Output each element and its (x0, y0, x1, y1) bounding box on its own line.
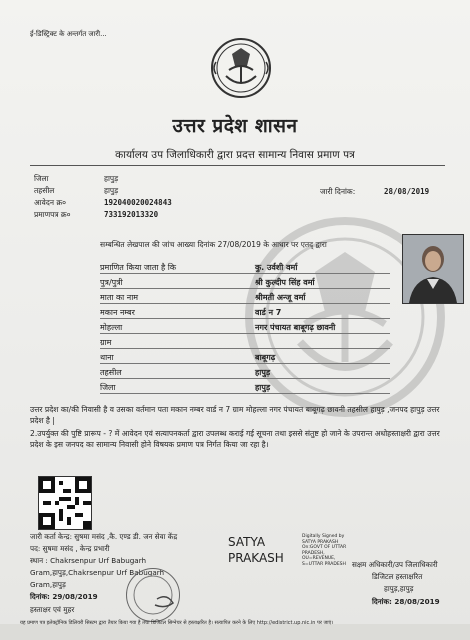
tehsil-value: हापुड़ (104, 186, 119, 195)
applicant-photo (402, 234, 464, 304)
certificate-number: 733192013320 (104, 210, 159, 219)
detail-value: कु. उर्वशी वर्मा (255, 263, 298, 272)
issue-date-label: जारी दिनांक: (320, 187, 356, 196)
issue-date-value: 28/08/2019 (384, 187, 430, 196)
title-divider (30, 165, 445, 166)
detail-row (100, 367, 390, 379)
detail-label: मोहल्ला (100, 323, 123, 332)
detail-row (100, 337, 390, 349)
issue-center-date: दिनांक: 29/08/2019 (30, 592, 98, 601)
up-state-emblem-icon (202, 36, 280, 102)
detail-divider (100, 393, 390, 394)
issuer-line: जारी कर्ता केन्द्र: सुषमा मसंद ,कै. एण्ड डी. जन सेवा केंद्र (30, 532, 178, 541)
detail-row (100, 322, 390, 334)
officer-place: हापुड़,हापुड़ (384, 584, 414, 593)
digital-sign-note: Digitally Signed by SATYA PRAKASH On:GOVT OF UTTAR PRADESH, OU=REVENUE, S=UTTAR PRADESH (302, 534, 347, 567)
detail-divider (100, 273, 390, 274)
detail-label: जिला (100, 383, 116, 392)
detail-divider (100, 288, 390, 289)
verification-paragraph: 2.उपर्युक्त की पुष्टि प्रारूप - ? में आवेदन एवं सत्यापनकर्ता द्वारा उपलब्ध कराई गई सूचना तथा इससे संतुष्ट हो जाने के उपरान्त अधोहस्ताक्षरी द्वारा उत्तर प्रदेश के इस जनपद का सामान्य निवासी होने विषयक प्रमाण पत्र निर्गत किया जा रहा है। (30, 429, 440, 449)
detail-divider (100, 378, 390, 379)
officer-sign-label: डिजिटल हस्ताक्षरित (372, 572, 423, 581)
intro-line: सम्बन्धित लेखपाल की जांच आख्या दिनांक 27/08/2019 के आधार पर एतद् द्वारा (100, 240, 327, 249)
residence-paragraph: उत्तर प्रदेश का/की निवासी है व उसका वर्तमान पता मकान नम्बर वार्ड न 7 ग्राम मोहल्ला नगर पंचायत बाबूगढ़ छावनी तहसील हापुड़ ,जनपद हापुड़ उत्तर प्रदेश है | (30, 405, 440, 425)
detail-label: माता का नाम (100, 293, 139, 302)
certificate-label: प्रमाणपत्र क्र० (34, 210, 71, 219)
detail-label: थाना (100, 353, 114, 362)
tehsil-label: तहसील (34, 186, 55, 195)
detail-value: श्रीमती अन्जू वर्मा (255, 293, 306, 302)
detail-row (100, 382, 390, 394)
officer-title: सक्षम अधिकारी/उप जिलाधिकारी (352, 560, 438, 569)
officer-date: दिनांक: 28/08/2019 (372, 597, 440, 606)
page-subtitle: कार्यालय उप जिलाधिकारी द्वारा प्रदत्त सामान्य निवास प्रमाण पत्र (115, 149, 355, 161)
detail-value: नगर पंचायत बाबूगढ़ छावनी (255, 323, 336, 332)
header-note: ई-डिस्ट्रिक्ट के अन्तर्गत जारी... (30, 30, 107, 38)
detail-row (100, 262, 390, 274)
page-title: उत्तर प्रदेश शासन (172, 115, 298, 137)
detail-divider (100, 348, 390, 349)
digital-signature-block (228, 532, 346, 568)
operator-line: पद: सुषमा मसंद , केन्द्र प्रभारी (30, 544, 110, 553)
place-line-1: स्थान : Chakrsenpur Urf Babugarh (30, 556, 147, 565)
detail-divider (100, 318, 390, 319)
digital-sign-name: SATYA PRAKASH (228, 535, 284, 565)
application-label: आवेदन क्र० (34, 198, 67, 207)
detail-value: बाबूगढ़ (255, 353, 276, 362)
signature-seal-label: हस्ताक्षर एवं मुहर (30, 605, 75, 614)
detail-value: हापुड़ (255, 383, 271, 392)
detail-row (100, 352, 390, 364)
detail-label: ग्राम (100, 338, 112, 347)
detail-label: प्रमाणित किया जाता है कि (100, 263, 177, 272)
district-value: हापुड़ (104, 174, 119, 183)
detail-divider (100, 303, 390, 304)
place-line-3: Gram,हापुड़ (30, 580, 66, 589)
application-number: 192040020024843 (104, 198, 172, 207)
district-label: जिला (34, 174, 49, 183)
place-line-2: Gram,हापुड़,Chakrsenpur Urf Babugarh (30, 568, 165, 577)
detail-row (100, 277, 390, 289)
detail-row (100, 292, 390, 304)
detail-row (100, 307, 390, 319)
disclaimer-text: यह प्रमाण पत्र इलेक्ट्रॉनिक डिलिवरी सिस्टम द्वारा तैयार किया गया है तथा डिजिटल सिग्नेचर से हस्ताक्षरित है। सत्यापित करने के लिए http://edistrict.up.nic.in पर जाएं। (20, 620, 334, 626)
detail-label: पुत्र/पुत्री (100, 278, 123, 287)
detail-value: श्री कुल्दीप सिंह वर्मा (255, 278, 315, 287)
qr-code (38, 476, 92, 530)
detail-label: तहसील (100, 368, 122, 377)
detail-value: वार्ड न 7 (255, 308, 282, 317)
service-center-seal-icon (126, 568, 180, 622)
detail-value: हापुड़ (255, 368, 271, 377)
detail-divider (100, 333, 390, 334)
detail-divider (100, 363, 390, 364)
detail-label: मकान नम्बर (100, 308, 135, 317)
